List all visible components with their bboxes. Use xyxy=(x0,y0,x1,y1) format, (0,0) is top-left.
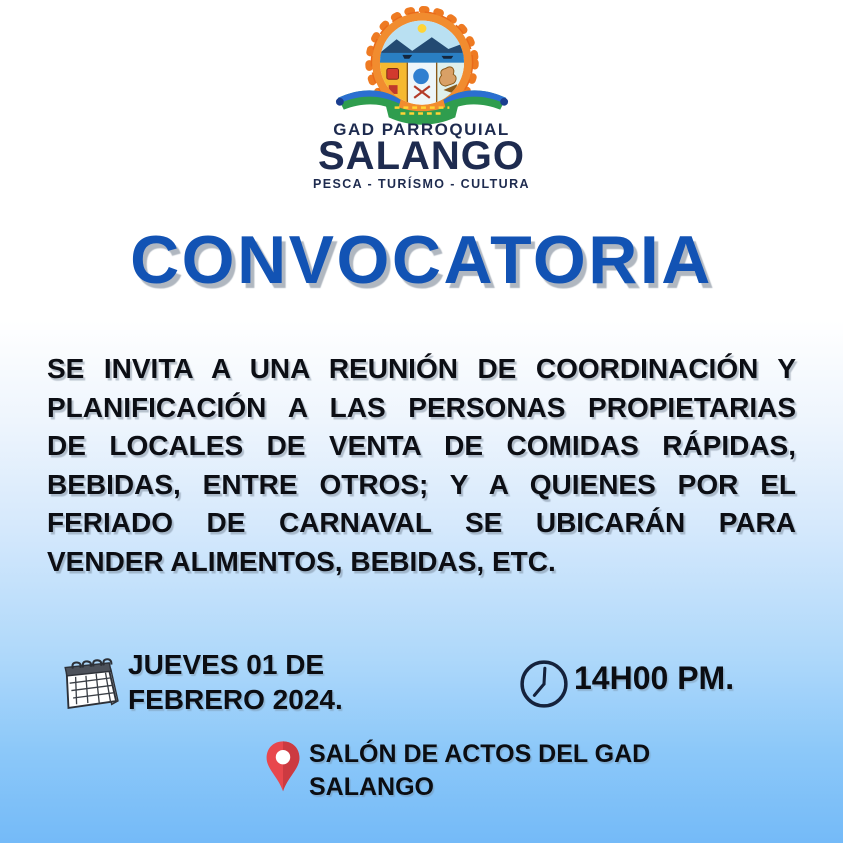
location-pin-icon xyxy=(262,736,304,803)
event-venue-line2: SALANGO xyxy=(309,773,434,801)
body-line: SE INVITA A UNA REUNIÓN DE COORDINACIÓN Y xyxy=(47,353,796,384)
org-title: SALANGO xyxy=(318,134,525,178)
body-line: VENDER ALIMENTOS, BEBIDAS, ETC. xyxy=(47,545,556,577)
body-line: PLANIFICACIÓN A LAS PERSONAS PROPIETARIAS xyxy=(47,391,796,423)
event-venue-line1: SALÓN DE ACTOS DEL GAD xyxy=(309,740,651,768)
calendar-icon xyxy=(56,650,122,723)
event-venue xyxy=(309,738,650,804)
page-title: CONVOCATORIA xyxy=(130,222,713,298)
event-date xyxy=(128,647,343,717)
body-line: FERIADO DE CARNAVAL SE UBICARÁN PARA xyxy=(47,507,796,539)
announcement-body xyxy=(47,350,796,582)
event-time: 14H00 PM. xyxy=(574,660,735,696)
body-line: DE LOCALES DE VENTA DE COMIDAS RÁPIDAS, xyxy=(47,430,796,462)
org-tagline: PESCA - TURÍSMO - CULTURA xyxy=(313,177,530,191)
event-date-line2: FEBRERO 2024. xyxy=(128,684,343,715)
org-name: GAD PARROQUIAL xyxy=(333,120,510,139)
body-line: BEBIDAS, ENTRE OTROS; Y A QUIENES POR EL xyxy=(47,468,796,500)
event-date-line1: JUEVES 01 DE xyxy=(128,649,325,680)
clock-icon xyxy=(516,656,572,717)
